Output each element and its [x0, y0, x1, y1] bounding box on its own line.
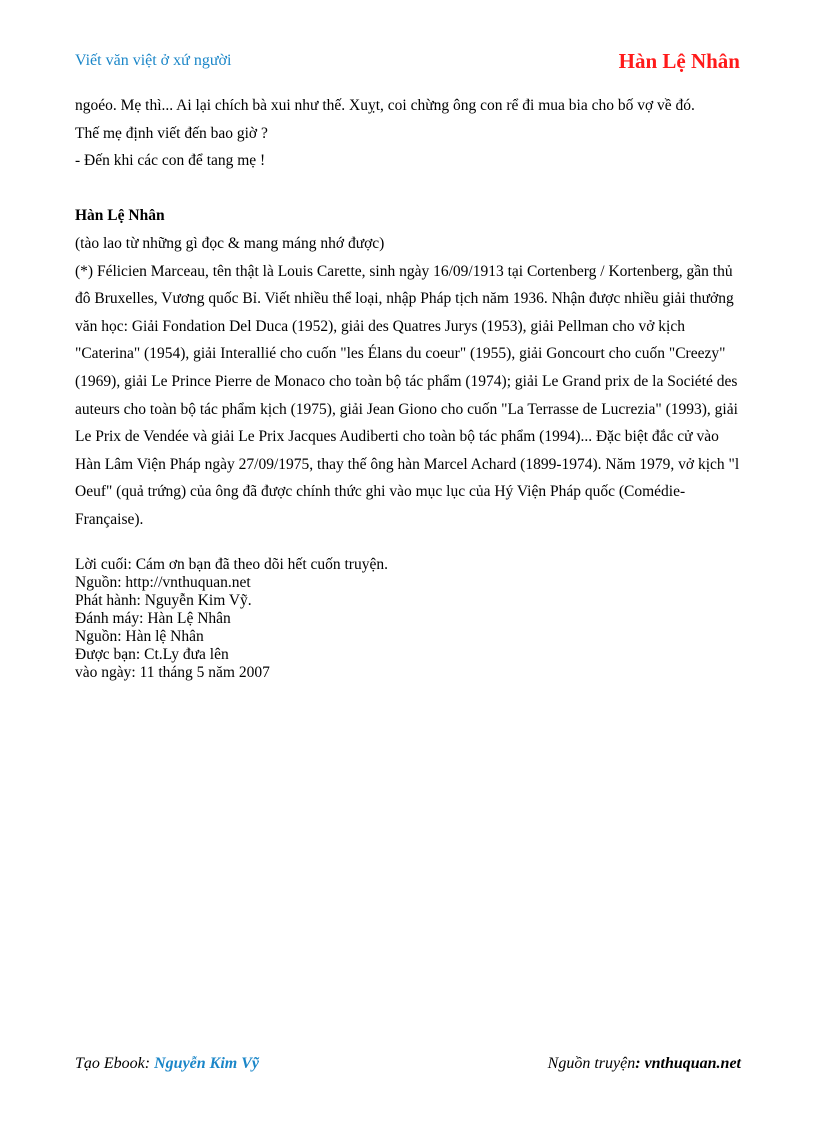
credit-line: Đánh máy: Hàn Lệ Nhân	[75, 610, 231, 627]
footer-source-label: Nguồn truyện	[547, 1055, 636, 1072]
author-name: Hàn Lệ Nhân	[618, 49, 740, 73]
footer-source-site: vnthuquan.net	[644, 1055, 741, 1072]
credit-line: Được bạn: Ct.Ly đưa lên	[75, 646, 229, 663]
credit-line: Nguồn: Hàn lệ Nhân	[75, 628, 204, 645]
credits-block	[75, 556, 388, 682]
body-line: ngoéo. Mẹ thì... Ai lại chích bà xui như thế. Xuỵt, coi chừng ông con rể đi mua bia cho bố vợ về đó.	[75, 97, 695, 114]
document-title: Viết văn việt ở xứ người	[75, 52, 232, 69]
body-line: Thế mẹ định viết đến bao giờ ?	[75, 124, 268, 142]
footer-separator: :	[144, 1055, 155, 1072]
credit-line: vào ngày: 11 tháng 5 năm 2007	[75, 664, 270, 681]
document-body	[75, 92, 743, 534]
footer-source	[548, 1055, 741, 1073]
footnote: (*) Félicien Marceau, tên thật là Louis Carette, sinh ngày 16/09/1913 tại Cortenberg / Kortenberg, gần thủ đô Bruxelles, Vương quốc Bỉ. Viết nhiều thể loại, nhập Pháp tịch năm 1936. Nhận được nhiều giải thưởng văn học: Giải Fondation Del Duca (1952), giải des Quatres Jurys (1953), giải Pellman cho vở kịch "Caterina" (1954), giải Interallié cho cuốn "les Élans du coeur" (1955), giải Goncourt cho cuốn "Creezy" (1969), giải Le Prince Pierre de Monaco cho toàn bộ tác phẩm (1974); giải Le Grand prix de la Société des auteurs cho toàn bộ tác phẩm kịch (1975), giải Jean Giono cho cuốn "La Terrasse de Lucrezia" (1993), giải Le Prix de Vendée và giải Le Prix Jacques Audiberti cho toàn bộ tác phẩm (1994)... Đặc biệt đắc cử vào Hàn Lâm Viện Pháp ngày 27/09/1975, thay thế ông hàn Marcel Achard (1899-1974). Năm 1979, vở kịch "l Oeuf" (quả trứng) của ông đã được chính thức ghi vào mục lục của Hý Viện Pháp quốc (Comédie-Française).	[75, 262, 740, 528]
credit-line: Phát hành: Nguyễn Kim Vỹ.	[75, 592, 252, 609]
footer-ebook-creator: Nguyễn Kim Vỹ	[154, 1055, 259, 1072]
footer-ebook-credit	[75, 1055, 259, 1073]
footer-separator: :	[635, 1055, 645, 1072]
paragraph-gap	[75, 175, 743, 203]
credit-line: Lời cuối: Cám ơn bạn đã theo dõi hết cuốn truyện.	[75, 556, 388, 573]
signature: Hàn Lệ Nhân	[75, 207, 165, 225]
credit-line: Nguồn: http://vnthuquan.net	[75, 574, 251, 591]
signature-note: (tào lao từ những gì đọc & mang máng nhớ được)	[75, 234, 385, 252]
footer-ebook-label: Tạo Ebook	[75, 1055, 145, 1072]
body-line: - Đến khi các con để tang mẹ !	[75, 152, 266, 170]
